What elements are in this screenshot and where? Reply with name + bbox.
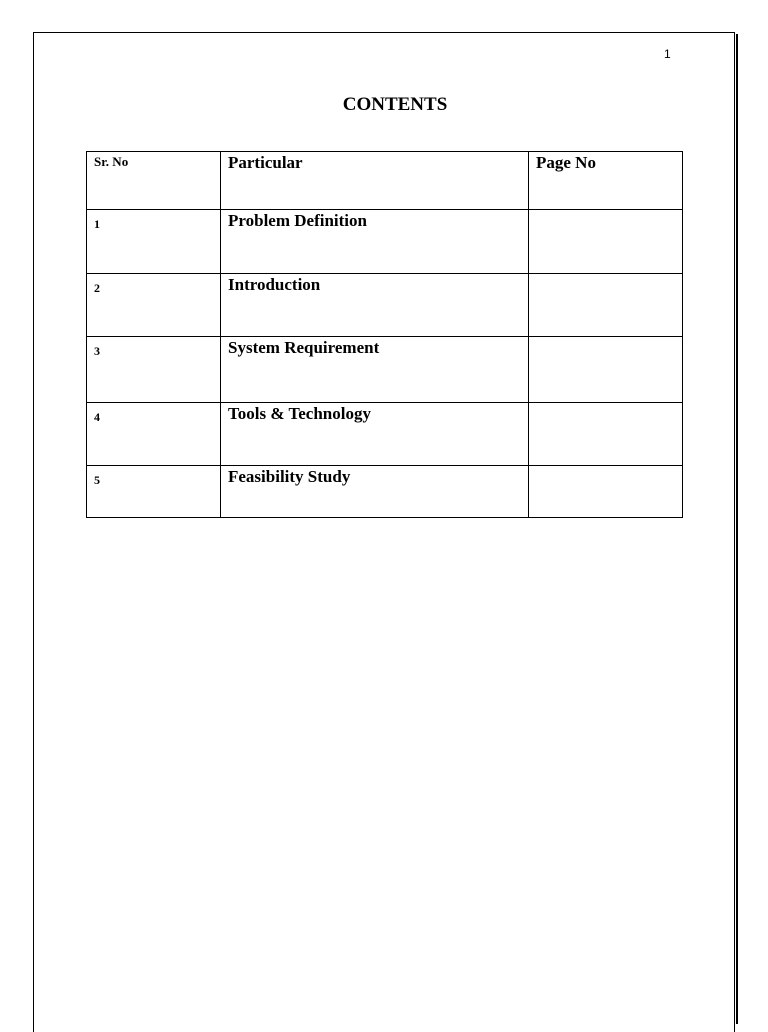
row-particular: Tools & Technology bbox=[221, 403, 529, 466]
row-particular: Problem Definition bbox=[221, 210, 529, 274]
table-row bbox=[87, 210, 683, 274]
row-page-no bbox=[529, 337, 683, 403]
header-page-no: Page No bbox=[529, 152, 683, 210]
row-sr-no: 1 bbox=[87, 210, 221, 274]
page-title: CONTENTS bbox=[342, 94, 448, 115]
row-page-no bbox=[529, 210, 683, 274]
row-page-no bbox=[529, 274, 683, 337]
page-number: 1 bbox=[664, 47, 671, 61]
page-border-shadow bbox=[736, 34, 738, 1024]
row-sr-no: 2 bbox=[87, 274, 221, 337]
row-sr-no: 5 bbox=[87, 466, 221, 518]
row-page-no bbox=[529, 403, 683, 466]
table-row bbox=[87, 337, 683, 403]
table-row bbox=[87, 466, 683, 518]
table-row bbox=[87, 403, 683, 466]
row-particular: System Requirement bbox=[221, 337, 529, 403]
header-sr-no: Sr. No bbox=[87, 152, 221, 210]
table-header-row bbox=[87, 152, 683, 210]
row-page-no bbox=[529, 466, 683, 518]
table-row bbox=[87, 274, 683, 337]
contents-table bbox=[86, 151, 683, 518]
header-particular: Particular bbox=[221, 152, 529, 210]
row-sr-no: 3 bbox=[87, 337, 221, 403]
row-sr-no: 4 bbox=[87, 403, 221, 466]
row-particular: Introduction bbox=[221, 274, 529, 337]
row-particular: Feasibility Study bbox=[221, 466, 529, 518]
